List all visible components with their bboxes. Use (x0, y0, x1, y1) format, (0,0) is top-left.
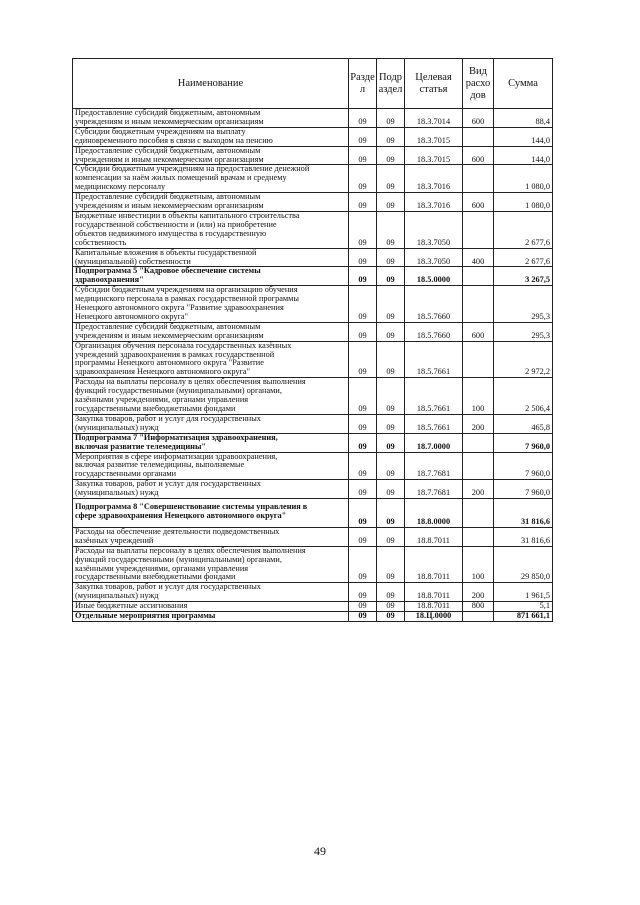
cell-subsection: 09 (377, 612, 405, 622)
cell-subsection: 09 (377, 248, 405, 267)
cell-sum: 871 661,1 (494, 612, 553, 622)
cell-name (73, 546, 349, 583)
cell-name (73, 583, 349, 602)
cell-subsection: 09 (377, 211, 405, 248)
cell-name (73, 527, 349, 546)
cell-name (73, 433, 349, 452)
cell-section: 09 (349, 612, 377, 622)
cell-name-line: Ненецкого автономного округа" (75, 311, 188, 321)
cell-target-article: 18.5.7660 (405, 286, 463, 323)
cell-subsection: 09 (377, 546, 405, 583)
cell-section: 09 (349, 211, 377, 248)
cell-name-line: Расходы на обеспечение деятельности подведомственных (75, 526, 280, 536)
cell-section: 09 (349, 433, 377, 452)
cell-expense-type (463, 612, 494, 622)
cell-name-line: государственными внебюджетными фондами (75, 404, 236, 413)
header-name: Наименование (73, 59, 349, 109)
cell-name-line: Субсидии бюджетным учреждениям на предоставление денежной (75, 164, 310, 174)
cell-target-article: 18.8.7011 (405, 546, 463, 583)
table-row (73, 433, 553, 452)
table-row (73, 165, 553, 193)
cell-expense-type (463, 341, 494, 378)
cell-name-line: Предоставление субсидий бюджетным, автономным (75, 192, 261, 202)
cell-target-article: 18.5.7661 (405, 414, 463, 433)
cell-expense-type: 600 (463, 146, 494, 165)
cell-name-line: казённых учреждений (75, 535, 154, 545)
cell-sum: 88,4 (494, 109, 553, 128)
table-row (73, 612, 553, 622)
cell-name-line: Закупка товаров, работ и услуг для государственных (75, 413, 261, 423)
cell-subsection: 09 (377, 109, 405, 128)
cell-name (73, 341, 349, 378)
table-row (73, 127, 553, 146)
table-row (73, 480, 553, 499)
cell-section: 09 (349, 146, 377, 165)
cell-name-line: включая развитие телемедицины" (75, 441, 207, 451)
header-section (349, 59, 377, 109)
cell-section: 09 (349, 602, 377, 612)
cell-name-line: Подпрограмма 7 "Информатизация здравоохранения, (75, 432, 278, 442)
cell-name-line: программы Ненецкого автономного округа "Развитие (75, 358, 264, 368)
header-expense-type (463, 59, 494, 109)
cell-name-line: Ненецкого автономного округа "Развитие здравоохранения (75, 303, 284, 313)
cell-name (73, 499, 349, 528)
table-row (73, 546, 553, 583)
cell-expense-type: 600 (463, 109, 494, 128)
cell-expense-type (463, 286, 494, 323)
cell-subsection: 09 (377, 378, 405, 415)
cell-target-article: 18.3.7016 (405, 165, 463, 193)
table-row (73, 211, 553, 248)
cell-sum: 295,3 (494, 322, 553, 341)
header-target-article (405, 59, 463, 109)
cell-sum: 144,0 (494, 146, 553, 165)
cell-subsection: 09 (377, 499, 405, 528)
cell-name-line: учреждениям и иным некоммерческим организациям (75, 330, 264, 340)
header-row (73, 59, 553, 109)
cell-target-article: 18.3.7015 (405, 146, 463, 165)
cell-name-line: Закупка товаров, работ и услуг для государственных (75, 582, 261, 592)
cell-name-line: компенсации за наём жилых помещений врачам и среднему (75, 173, 287, 183)
cell-name-line: функций государственными (муниципальными) органами, (75, 554, 282, 564)
table-row (73, 146, 553, 165)
cell-name-line: Иные бюджетные ассигнования (75, 601, 188, 611)
cell-name-line: Субсидии бюджетным учреждениям на организацию обучения (75, 285, 298, 295)
table-row (73, 286, 553, 323)
cell-section: 09 (349, 480, 377, 499)
cell-expense-type (463, 267, 494, 286)
cell-sum: 29 850,0 (494, 546, 553, 583)
cell-sum: 465,8 (494, 414, 553, 433)
cell-subsection: 09 (377, 267, 405, 286)
cell-name-line: Бюджетные инвестиции в объекты капитального строительства (75, 210, 300, 220)
cell-section: 09 (349, 322, 377, 341)
cell-name (73, 414, 349, 433)
cell-name-line: Мероприятия в сфере информатизации здравоохранения, (75, 451, 278, 461)
cell-sum: 3 267,5 (494, 267, 553, 286)
cell-name-line: Субсидии бюджетным учреждениям на выплату (75, 126, 246, 136)
cell-name-line: государственной собственности и (или) на приобретение (75, 219, 277, 229)
cell-section: 09 (349, 583, 377, 602)
cell-expense-type (463, 499, 494, 528)
table-row (73, 602, 553, 612)
cell-expense-type (463, 165, 494, 193)
cell-name-line: Предоставление субсидий бюджетным, автономным (75, 321, 261, 331)
cell-name (73, 165, 349, 193)
cell-sum: 7 960,0 (494, 452, 553, 480)
cell-target-article: 18.8.7011 (405, 602, 463, 612)
cell-section: 09 (349, 414, 377, 433)
cell-target-article: 18.5.7660 (405, 322, 463, 341)
cell-section: 09 (349, 127, 377, 146)
cell-name-line: медицинскому персоналу (75, 182, 166, 192)
cell-sum: 2 677,6 (494, 248, 553, 267)
table-row (73, 267, 553, 286)
cell-target-article: 18.5.7661 (405, 378, 463, 415)
cell-subsection: 09 (377, 452, 405, 480)
cell-expense-type: 200 (463, 583, 494, 602)
cell-name (73, 286, 349, 323)
cell-section: 09 (349, 267, 377, 286)
cell-name-line: здравоохранения" (75, 275, 144, 285)
cell-name-line: собственность (75, 237, 127, 247)
table-row (73, 583, 553, 602)
cell-name-line: Капитальные вложения в объекты государственной (75, 247, 257, 257)
cell-section: 09 (349, 286, 377, 323)
cell-sum: 295,3 (494, 286, 553, 323)
cell-sum: 31 816,6 (494, 527, 553, 546)
cell-section: 09 (349, 499, 377, 528)
header-type-line-1: Вид (469, 65, 487, 77)
cell-name-line: Расходы на выплаты персоналу в целях обеспечения выполнения (75, 545, 306, 555)
cell-name-line: учреждениям и иным некоммерческим организациям (75, 116, 264, 126)
table-row (73, 527, 553, 546)
cell-section: 09 (349, 341, 377, 378)
cell-section: 09 (349, 527, 377, 546)
header-subsection (377, 59, 405, 109)
cell-expense-type: 600 (463, 322, 494, 341)
cell-subsection: 09 (377, 146, 405, 165)
cell-expense-type (463, 452, 494, 480)
cell-expense-type (463, 127, 494, 146)
cell-target-article: 18.7.7681 (405, 452, 463, 480)
cell-name-line: государственными органами (75, 469, 177, 479)
header-type-line-3: дов (470, 89, 486, 101)
cell-target-article: 18.5.7661 (405, 341, 463, 378)
header-article-line-1: Целевая (415, 71, 452, 83)
cell-target-article: 18.3.7014 (405, 109, 463, 128)
cell-sum: 2 972,2 (494, 341, 553, 378)
cell-sum: 1 080,0 (494, 165, 553, 193)
cell-target-article: 18.3.7050 (405, 248, 463, 267)
cell-subsection: 09 (377, 286, 405, 323)
cell-name (73, 248, 349, 267)
cell-name-line: здравоохранения Ненецкого автономного округа" (75, 367, 251, 377)
cell-expense-type: 200 (463, 480, 494, 499)
cell-target-article: 18.8.7011 (405, 583, 463, 602)
cell-name-line: единовременного пособия в связи с выходом на пенсию (75, 135, 273, 145)
cell-sum: 7 960,0 (494, 433, 553, 452)
cell-name-line: Организация обучения персонала государственных казённых (75, 340, 292, 350)
cell-expense-type: 100 (463, 546, 494, 583)
cell-target-article: 18.7.0000 (405, 433, 463, 452)
cell-subsection: 09 (377, 341, 405, 378)
table-row (73, 341, 553, 378)
cell-section: 09 (349, 165, 377, 193)
cell-sum: 2 506,4 (494, 378, 553, 415)
cell-name-line: (муниципальных) нужд (75, 488, 159, 498)
table-row (73, 248, 553, 267)
cell-target-article: 18.5.0000 (405, 267, 463, 286)
cell-subsection: 09 (377, 322, 405, 341)
cell-target-article: 18.8.0000 (405, 499, 463, 528)
cell-target-article: 18.3.7050 (405, 211, 463, 248)
cell-name-line: Предоставление субсидий бюджетным, автономным (75, 108, 261, 117)
header-section-line-2: л (359, 83, 366, 95)
cell-name-line: (муниципальных) нужд (75, 591, 159, 601)
cell-section: 09 (349, 193, 377, 212)
cell-name-line: медицинского персонала в рамках государственной программы (75, 294, 299, 304)
cell-sum: 1 961,5 (494, 583, 553, 602)
cell-name-line: казёнными учреждениями, органами управления (75, 395, 249, 405)
page-number: 49 (314, 844, 326, 858)
header-subsection-line-2: аздел (378, 83, 403, 95)
cell-sum: 7 960,0 (494, 480, 553, 499)
cell-expense-type: 600 (463, 193, 494, 212)
cell-name (73, 127, 349, 146)
cell-name-line: Подпрограмма 8 "Совершенствование системы управления в (75, 502, 308, 512)
cell-name-line: учреждений здравоохранения в рамках государственной (75, 349, 275, 359)
table-body (73, 109, 553, 622)
cell-section: 09 (349, 109, 377, 128)
cell-expense-type: 200 (463, 414, 494, 433)
cell-section: 09 (349, 378, 377, 415)
budget-table (72, 58, 553, 622)
cell-expense-type (463, 211, 494, 248)
cell-subsection: 09 (377, 165, 405, 193)
cell-name-line: (муниципальной) собственности (75, 256, 191, 266)
cell-name-line: Расходы на выплаты персоналу в целях обеспечения выполнения (75, 377, 306, 387)
cell-name-line: сфере здравоохранения Ненецкого автономного округа" (75, 510, 287, 520)
cell-name (73, 378, 349, 415)
cell-subsection: 09 (377, 602, 405, 612)
cell-subsection: 09 (377, 480, 405, 499)
cell-name (73, 322, 349, 341)
header-sum: Сумма (494, 59, 553, 109)
table-row (73, 109, 553, 128)
cell-expense-type (463, 527, 494, 546)
table-row (73, 499, 553, 528)
cell-name-line: включая развитие телемедицины, выполняемые (75, 460, 245, 470)
header-article-line-2: статья (419, 83, 448, 95)
cell-sum: 31 816,6 (494, 499, 553, 528)
cell-sum: 2 677,6 (494, 211, 553, 248)
cell-name-line: Подпрограмма 5 "Кадровое обеспечение системы (75, 266, 261, 276)
cell-name-line: Предоставление субсидий бюджетным, автономным (75, 145, 261, 155)
cell-name (73, 612, 349, 622)
cell-name-line: Закупка товаров, работ и услуг для государственных (75, 479, 261, 489)
header-type-line-2: расхо (465, 77, 491, 89)
table-row (73, 322, 553, 341)
cell-name-line: (муниципальных) нужд (75, 422, 159, 432)
cell-expense-type: 100 (463, 378, 494, 415)
cell-name-line: казёнными учреждениями, органами управления (75, 563, 249, 573)
cell-sum: 5,1 (494, 602, 553, 612)
cell-name-line: учреждениям и иным некоммерческим организациям (75, 154, 264, 164)
table-row (73, 414, 553, 433)
header-subsection-line-1: Подр (378, 71, 403, 83)
cell-name-line: учреждениям и иным некоммерческим организациям (75, 201, 264, 211)
cell-name (73, 109, 349, 128)
cell-expense-type: 400 (463, 248, 494, 267)
header-section-line-1: Разде (350, 71, 375, 83)
cell-subsection: 09 (377, 127, 405, 146)
cell-subsection: 09 (377, 583, 405, 602)
cell-name-line: государственными внебюджетными фондами (75, 572, 236, 582)
cell-name-line: объектов недвижимого имущества в государственную (75, 228, 267, 238)
cell-name (73, 480, 349, 499)
table-row (73, 452, 553, 480)
cell-sum: 144,0 (494, 127, 553, 146)
cell-subsection: 09 (377, 414, 405, 433)
cell-section: 09 (349, 546, 377, 583)
cell-section: 09 (349, 248, 377, 267)
cell-target-article: 18.7.7681 (405, 480, 463, 499)
cell-name (73, 267, 349, 286)
cell-name (73, 602, 349, 612)
cell-expense-type (463, 433, 494, 452)
cell-name-line: Отдельные мероприятия программы (75, 611, 216, 621)
cell-sum: 1 080,0 (494, 193, 553, 212)
cell-name (73, 211, 349, 248)
cell-name (73, 193, 349, 212)
cell-section: 09 (349, 452, 377, 480)
cell-name (73, 146, 349, 165)
cell-expense-type: 800 (463, 602, 494, 612)
cell-subsection: 09 (377, 527, 405, 546)
cell-subsection: 09 (377, 193, 405, 212)
cell-target-article: 18.Ц.0000 (405, 612, 463, 622)
cell-name-line: функций государственными (муниципальными) органами, (75, 386, 282, 396)
cell-target-article: 18.3.7016 (405, 193, 463, 212)
cell-target-article: 18.3.7015 (405, 127, 463, 146)
table-row (73, 193, 553, 212)
cell-subsection: 09 (377, 433, 405, 452)
cell-target-article: 18.8.7011 (405, 527, 463, 546)
cell-name (73, 452, 349, 480)
table-row (73, 378, 553, 415)
